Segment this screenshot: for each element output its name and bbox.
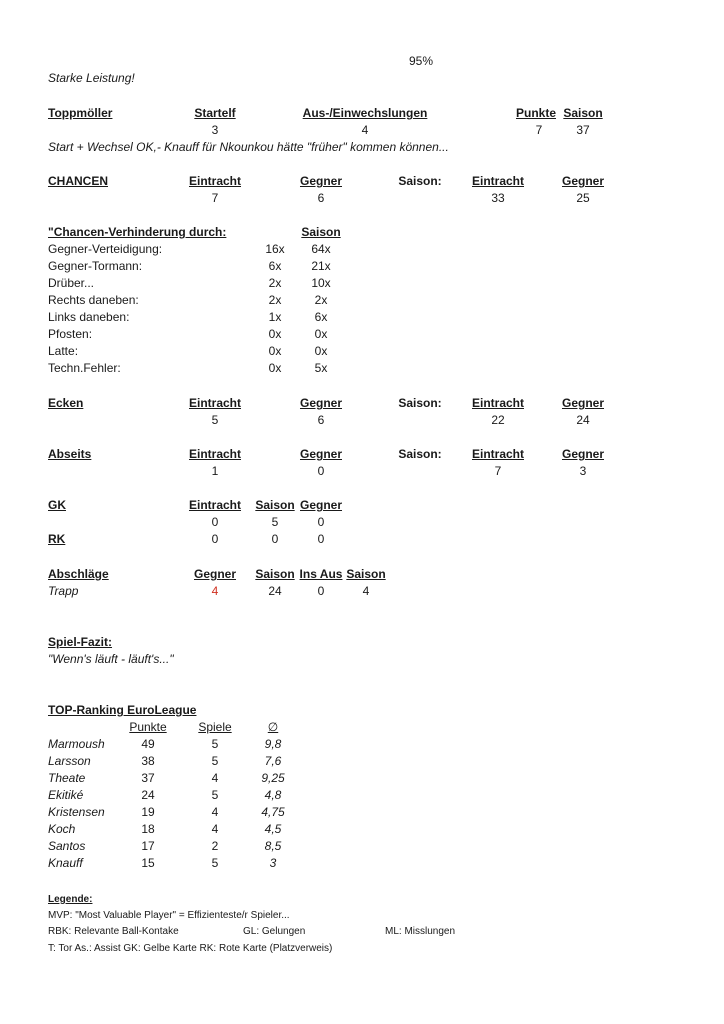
ecken-saison-eintracht-header: Eintracht [471, 396, 525, 410]
ranking-player-punkte: 49 [141, 737, 155, 751]
wechsel-header: Aus-/Einwechslungen [302, 106, 428, 120]
ranking-player-avg: 3 [269, 856, 277, 870]
ranking-player-spiele: 4 [211, 771, 219, 785]
verhinderung-row-season: 0x [314, 344, 328, 358]
verhinderung-row-game: 2x [268, 276, 282, 290]
punkte-value: 7 [535, 123, 543, 137]
verhinderung-row-label: Links daneben: [48, 310, 130, 324]
ranking-player-avg: 7,6 [264, 754, 282, 768]
ranking-player-name: Theate [48, 771, 86, 785]
ecken-gegner-value: 6 [317, 413, 325, 427]
chancen-eintracht-header: Eintracht [188, 174, 242, 188]
ecken-saison-gegner-value: 24 [576, 413, 590, 427]
rk-heading: RK [48, 532, 66, 546]
abschlaege-saison2-header: Saison [346, 567, 386, 581]
verhinderung-row-season: 6x [314, 310, 328, 324]
ranking-player-spiele: 2 [211, 839, 219, 853]
startelf-value: 3 [211, 123, 219, 137]
punkte-header: Punkte [515, 106, 557, 120]
ranking-player-avg: 4,5 [264, 822, 282, 836]
rk-saison-value: 0 [271, 532, 279, 546]
verhinderung-saison-header: Saison [301, 225, 341, 239]
abschlaege-saison-value: 24 [268, 584, 282, 598]
abschlaege-saison2-value: 4 [362, 584, 370, 598]
fazit-text: "Wenn's läuft - läuft's..." [48, 652, 174, 666]
abseits-eintracht-value: 1 [211, 464, 219, 478]
verhinderung-row-game: 16x [265, 242, 285, 256]
gk-gegner-value: 0 [317, 515, 325, 529]
wechsel-value: 4 [361, 123, 369, 137]
startelf-header: Startelf [194, 106, 236, 120]
verhinderung-row-season: 21x [311, 259, 331, 273]
ranking-player-punkte: 17 [141, 839, 155, 853]
verhinderung-row-game: 1x [268, 310, 282, 324]
ecken-saison-label: Saison: [398, 396, 442, 410]
ranking-player-name: Santos [48, 839, 86, 853]
ranking-player-spiele: 5 [211, 788, 219, 802]
toppmoeller-comment: Start + Wechsel OK,- Knauff für Nkounkou hätte "früher" kommen können... [48, 140, 449, 154]
abseits-eintracht-header: Eintracht [188, 447, 242, 461]
ranking-player-avg: 4,75 [261, 805, 285, 819]
karten-eintracht-header: Eintracht [188, 498, 242, 512]
abschlaege-insaus-value: 0 [317, 584, 325, 598]
chancen-saison-label: Saison: [398, 174, 442, 188]
toppmoeller-heading: Toppmöller [48, 106, 113, 120]
ranking-player-spiele: 4 [211, 822, 219, 836]
ranking-player-name: Knauff [48, 856, 83, 870]
ranking-player-punkte: 18 [141, 822, 155, 836]
verhinderung-row-season: 10x [311, 276, 331, 290]
ranking-player-avg: 8,5 [264, 839, 282, 853]
verhinderung-row-label: Techn.Fehler: [48, 361, 121, 375]
verhinderung-row-label: Rechts daneben: [48, 293, 139, 307]
ranking-player-avg: 4,8 [264, 788, 282, 802]
karten-gegner-header: Gegner [299, 498, 343, 512]
verhinderung-row-label: Drüber... [48, 276, 95, 290]
abseits-saison-eintracht-header: Eintracht [471, 447, 525, 461]
ranking-player-name: Marmoush [48, 737, 105, 751]
verhinderung-row-season: 64x [311, 242, 331, 256]
ranking-player-spiele: 4 [211, 805, 219, 819]
verhinderung-row-label: Pfosten: [48, 327, 93, 341]
verhinderung-row-game: 0x [268, 361, 282, 375]
chancen-saison-gegner-value: 25 [576, 191, 590, 205]
ranking-player-name: Kristensen [48, 805, 105, 819]
ranking-heading: TOP-Ranking EuroLeague [48, 703, 197, 717]
fazit-heading: Spiel-Fazit: [48, 635, 113, 649]
ecken-saison-eintracht-value: 22 [491, 413, 505, 427]
ranking-avg-header: ∅ [267, 720, 279, 734]
verhinderung-heading: "Chancen-Verhinderung durch: [48, 225, 227, 239]
verhinderung-row-game: 6x [268, 259, 282, 273]
ranking-player-punkte: 24 [141, 788, 155, 802]
verhinderung-row-game: 0x [268, 344, 282, 358]
karten-saison-header: Saison [255, 498, 295, 512]
verhinderung-row-game: 2x [268, 293, 282, 307]
chancen-gegner-header: Gegner [299, 174, 343, 188]
legende-mvp: MVP: "Most Valuable Player" = Effizienteste/r Spieler... [48, 910, 290, 921]
chancen-saison-eintracht-header: Eintracht [471, 174, 525, 188]
chancen-gegner-value: 6 [317, 191, 325, 205]
abschlaege-gegner-header: Gegner [193, 567, 237, 581]
abschlaege-gegner-value: 4 [211, 584, 219, 598]
ranking-spiele-header: Spiele [198, 720, 232, 734]
verhinderung-row-season: 5x [314, 361, 328, 375]
gk-heading: GK [48, 498, 66, 512]
abschlaege-heading: Abschläge [48, 567, 109, 581]
ecken-heading: Ecken [48, 396, 84, 410]
performance-note: Starke Leistung! [48, 71, 135, 85]
legende-heading: Legende: [48, 894, 93, 905]
abschlaege-saison-header: Saison [255, 567, 295, 581]
gk-eintracht-value: 0 [211, 515, 219, 529]
abschlaege-player: Trapp [48, 584, 79, 598]
legende-ml: ML: Misslungen [385, 926, 456, 937]
saison-value: 37 [576, 123, 590, 137]
ranking-player-punkte: 38 [141, 754, 155, 768]
ranking-player-punkte: 37 [141, 771, 155, 785]
abseits-saison-label: Saison: [398, 447, 442, 461]
abseits-heading: Abseits [48, 447, 92, 461]
saison-header: Saison [563, 106, 603, 120]
ranking-player-spiele: 5 [211, 856, 219, 870]
verhinderung-row-game: 0x [268, 327, 282, 341]
ranking-player-punkte: 15 [141, 856, 155, 870]
abseits-saison-eintracht-value: 7 [494, 464, 502, 478]
rk-eintracht-value: 0 [211, 532, 219, 546]
verhinderung-row-label: Gegner-Verteidigung: [48, 242, 163, 256]
ranking-player-spiele: 5 [211, 737, 219, 751]
abschlaege-insaus-header: Ins Aus [299, 567, 343, 581]
ranking-player-avg: 9,25 [261, 771, 285, 785]
abseits-gegner-header: Gegner [299, 447, 343, 461]
abseits-saison-gegner-value: 3 [579, 464, 587, 478]
ecken-saison-gegner-header: Gegner [561, 396, 605, 410]
ranking-player-spiele: 5 [211, 754, 219, 768]
verhinderung-row-label: Gegner-Tormann: [48, 259, 143, 273]
verhinderung-row-season: 0x [314, 327, 328, 341]
verhinderung-row-season: 2x [314, 293, 328, 307]
chancen-heading: CHANCEN [48, 174, 108, 188]
verhinderung-row-label: Latte: [48, 344, 79, 358]
ranking-player-name: Larsson [48, 754, 91, 768]
gk-saison-value: 5 [271, 515, 279, 529]
chancen-saison-gegner-header: Gegner [561, 174, 605, 188]
chancen-eintracht-value: 7 [211, 191, 219, 205]
ranking-player-name: Ekitiké [48, 788, 84, 802]
chancen-saison-eintracht-value: 33 [491, 191, 505, 205]
abseits-gegner-value: 0 [317, 464, 325, 478]
ecken-eintracht-value: 5 [211, 413, 219, 427]
ranking-punkte-header: Punkte [129, 720, 167, 734]
ecken-eintracht-header: Eintracht [188, 396, 242, 410]
legende-gl: GL: Gelungen [243, 926, 306, 937]
ranking-player-punkte: 19 [141, 805, 155, 819]
rk-gegner-value: 0 [317, 532, 325, 546]
ecken-gegner-header: Gegner [299, 396, 343, 410]
ranking-player-name: Koch [48, 822, 76, 836]
legende-cards: T: Tor As.: Assist GK: Gelbe Karte RK: Rote Karte (Platzverweis) [48, 943, 333, 954]
abseits-saison-gegner-header: Gegner [561, 447, 605, 461]
legende-rbk: RBK: Relevante Ball-Kontake [48, 926, 179, 937]
ranking-player-avg: 9,8 [264, 737, 282, 751]
percent-value: 95% [408, 54, 434, 68]
